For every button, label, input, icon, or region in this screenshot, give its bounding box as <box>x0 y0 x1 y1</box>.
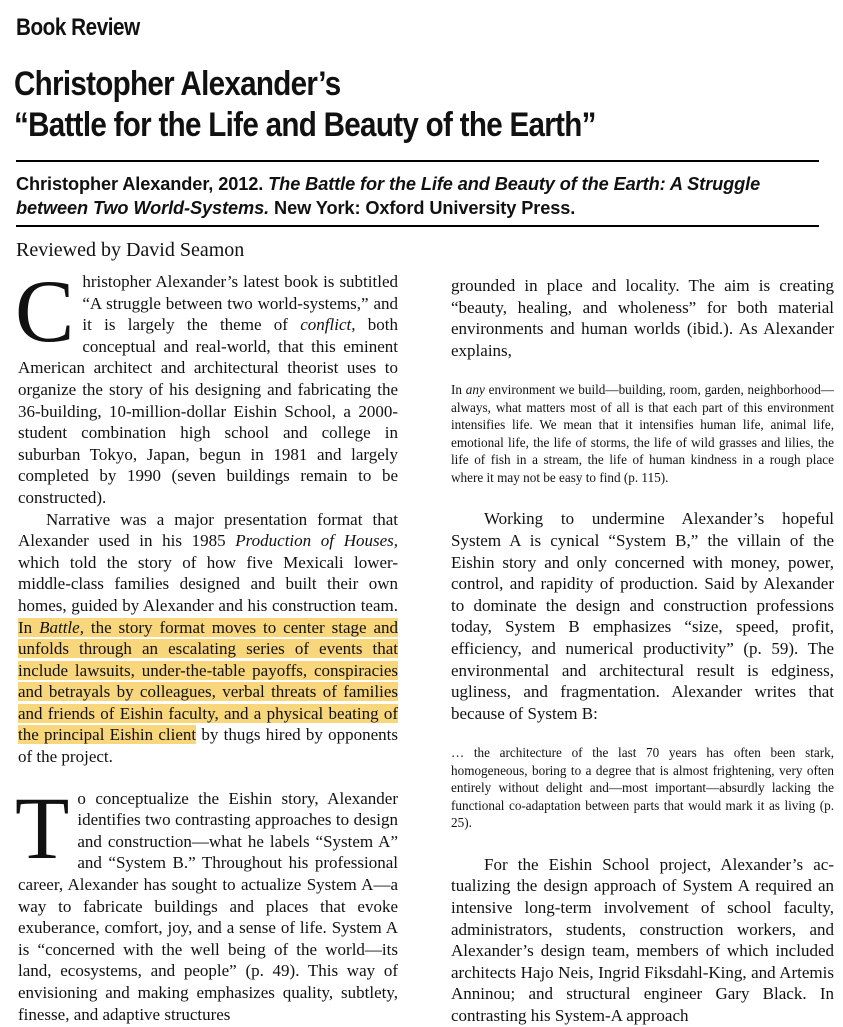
highlighted-passage: In Battle, the story format moves to center stage and unfolds through an escalating series of events that include lawsuits, under-the-table payoffs, conspiracies and betrayals by colleagues, verbal threats of families and friends of Eishin faculty, and a physical beating of the principal Eishin client <box>18 617 398 745</box>
italic-text: conflict, <box>300 315 356 335</box>
article-title <box>14 64 596 146</box>
right-column <box>451 275 834 1027</box>
title-line-2: “Battle for the Life and Beauty of the Earth” <box>14 106 596 144</box>
paragraph-systems <box>15 779 398 1026</box>
italic-text: Production of Houses, <box>235 531 398 551</box>
citation-author-year: Christopher Alexander, 2012. <box>16 174 264 194</box>
bottom-divider <box>16 225 819 227</box>
paragraph-text: Narrative was a major presentation format that Alexander used in his 1985 <box>18 509 398 551</box>
reviewer-byline: Reviewed by David Seamon <box>16 239 245 261</box>
paragraph-narrative <box>18 509 398 768</box>
paragraph-continued: grounded in place and locality. The aim is creating “beauty, healing, and wholeness” for both material environments and human worlds (ibid.). As Alexander explains, <box>451 276 834 360</box>
paragraph-eishin-project: For the Eishin School project, Alexander’s actualizing the design approach of System A required an intensive long-term involvement of school faculty, administrators, students, construction workers, and Alexander’s design team, members of which included architects Hajo Neis, Ingrid Fiksdahl-King, and Artemis Anninou; and structural engineer Gary Black. In contrasting his System-A approach <box>451 854 834 1025</box>
citation-publisher: New York: Oxford University Press. <box>274 198 576 218</box>
paragraph-system-b: Working to undermine Alexander’s hopeful System A is cynical “System B,” the villain of the Eishin story and only concerned with money, power, control, and rapidity of production. Said by Alexander to dominate the design and construction professions today, System B emphasizes “size, speed, profit, efficiency, and numerical productivity” (p. 59). The environmental and architectural result is edginess, ugliness, and fragmentation. Alexander writes that because of System B: <box>451 509 834 723</box>
paragraph-text: o conceptualize the Eishin story, Alexander identifies two contrasting approaches to design and construction—what he labels “System A” and “System B.” Throughout his professional career, Alexander has sought to actualize System A—a way to fabricate buildings and places that evoke exuberance, comfort, joy, and a sense of life. System A is “concerned with the well being of the world—its land, ecosystems, and people” (p. 49). This way of envisioning and making emphasizes quality, subtlety, finesse, and adaptive structures <box>18 788 398 1024</box>
title-line-1: Christopher Alexander’s <box>14 65 341 103</box>
dropcap: C <box>15 263 75 361</box>
paragraph-text: which told the story of how five Mexicali lower-middle-class families designed and built their own homes, guided by Alexander and his construction team. <box>18 552 398 615</box>
citation-book-title: The Battle for the Life and Beauty of the Earth: A Struggle between Two World-Systems. <box>16 174 761 218</box>
paragraph-text: hristopher Alexander’s latest book is subtitled “A struggle between two world-systems,” and it is largely the theme of <box>82 272 398 335</box>
dropcap: T <box>15 779 70 878</box>
paragraph-text: both conceptual and real-world, that this eminent American architect and architectural theorist uses to organize the story of his designing and fabricating the 36-building, 10-million-dollar Eishin School, a 2000-student combination high school and college in suburban Tokyo, Japan, begun in 1981 and largely completed by 1990 (seven buildings remain to be constructed). <box>18 315 398 507</box>
paragraph-intro <box>15 263 398 509</box>
block-quote: … the architecture of the last 70 years has often been stark, homogeneous, boring to a degree that is almost frightening, very often entirely without delight and—most important—absurdly lacking the functional co-adaptation between parts that would mark it as living (p. 25). <box>451 745 834 831</box>
section-label: Book Review <box>16 14 140 41</box>
top-divider <box>16 160 819 162</box>
block-quote: In any environment we build—building, room, garden, neighborhood—always, what matters most of all is that each part of this environment intensifies life. We mean that it intensifies human life, animal life, emotional life, the life of storms, the life of wild grasses and lilies, the life of fish in a stream, the life of human kindness in a rough place where it may not be easy to find (p. 115). <box>451 382 834 485</box>
left-column <box>15 263 398 1025</box>
book-citation <box>16 172 826 220</box>
paragraph-text: by thugs hired by opponents of the project. <box>18 725 398 767</box>
